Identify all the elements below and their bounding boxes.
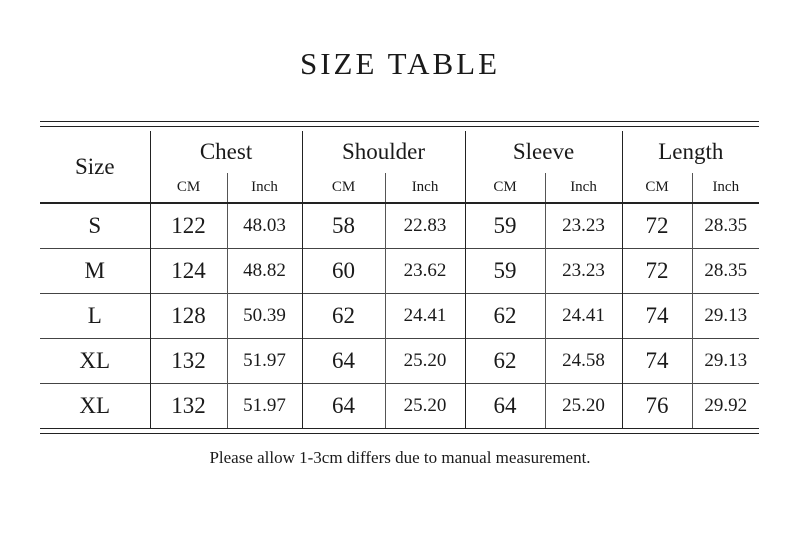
- length-cm: 74: [622, 339, 692, 384]
- shoulder-inch: 25.20: [385, 339, 465, 384]
- length-cm: 76: [622, 384, 692, 429]
- unit-chest-inch: Inch: [227, 173, 302, 203]
- length-inch: 29.92: [692, 384, 759, 429]
- chest-inch: 50.39: [227, 294, 302, 339]
- chest-inch: 51.97: [227, 384, 302, 429]
- table-row: [40, 203, 759, 249]
- length-inch: 28.35: [692, 203, 759, 249]
- shoulder-cm: 62: [302, 294, 385, 339]
- page-title: SIZE TABLE: [299, 46, 500, 81]
- header-row-groups: [40, 131, 759, 173]
- length-cm: 74: [622, 294, 692, 339]
- sleeve-inch: 24.41: [545, 294, 622, 339]
- unit-length-inch: Inch: [692, 173, 759, 203]
- header-sleeve: Sleeve: [465, 131, 622, 173]
- sleeve-inch: 23.23: [545, 203, 622, 249]
- sleeve-inch: 24.58: [545, 339, 622, 384]
- size-table: [40, 131, 759, 428]
- chest-inch: 48.03: [227, 203, 302, 249]
- measurement-note: Please allow 1-3cm differs due to manual measurement.: [209, 448, 591, 467]
- length-cm: 72: [622, 203, 692, 249]
- chest-cm: 124: [150, 249, 227, 294]
- bottom-rule: [40, 433, 759, 434]
- table-row: [40, 384, 759, 429]
- header-shoulder: Shoulder: [302, 131, 465, 173]
- shoulder-inch: 24.41: [385, 294, 465, 339]
- sleeve-cm: 59: [465, 249, 545, 294]
- top-rule: [40, 121, 759, 122]
- chest-inch: 51.97: [227, 339, 302, 384]
- size-label: XL: [40, 339, 150, 384]
- sleeve-inch: 23.23: [545, 249, 622, 294]
- shoulder-cm: 64: [302, 339, 385, 384]
- sleeve-cm: 59: [465, 203, 545, 249]
- unit-shoulder-cm: CM: [302, 173, 385, 203]
- shoulder-cm: 64: [302, 384, 385, 429]
- size-label: M: [40, 249, 150, 294]
- shoulder-cm: 58: [302, 203, 385, 249]
- chest-cm: 122: [150, 203, 227, 249]
- length-inch: 29.13: [692, 294, 759, 339]
- size-label: L: [40, 294, 150, 339]
- header-chest: Chest: [150, 131, 302, 173]
- top-rule-inner: [40, 126, 759, 127]
- shoulder-inch: 25.20: [385, 384, 465, 429]
- header-size: Size: [40, 131, 150, 203]
- chest-cm: 132: [150, 339, 227, 384]
- table-row: [40, 339, 759, 384]
- unit-sleeve-cm: CM: [465, 173, 545, 203]
- shoulder-inch: 23.62: [385, 249, 465, 294]
- table-row: [40, 249, 759, 294]
- shoulder-cm: 60: [302, 249, 385, 294]
- chest-cm: 132: [150, 384, 227, 429]
- size-label: S: [88, 213, 102, 238]
- sleeve-inch: 25.20: [545, 384, 622, 429]
- unit-shoulder-inch: Inch: [385, 173, 465, 203]
- length-inch: 29.13: [692, 339, 759, 384]
- chest-cm: 128: [150, 294, 227, 339]
- header-length: Length: [622, 131, 759, 173]
- unit-chest-cm: CM: [150, 173, 227, 203]
- size-label: XL: [40, 384, 150, 429]
- shoulder-inch: 22.83: [385, 203, 465, 249]
- sleeve-cm: 62: [465, 339, 545, 384]
- unit-sleeve-inch: Inch: [545, 173, 622, 203]
- unit-length-cm: CM: [622, 173, 692, 203]
- table-row: [40, 294, 759, 339]
- sleeve-cm: 64: [465, 384, 545, 429]
- bottom-rule-inner: [40, 428, 759, 429]
- length-cm: 72: [622, 249, 692, 294]
- sleeve-cm: 62: [465, 294, 545, 339]
- length-inch: 28.35: [692, 249, 759, 294]
- chest-inch: 48.82: [227, 249, 302, 294]
